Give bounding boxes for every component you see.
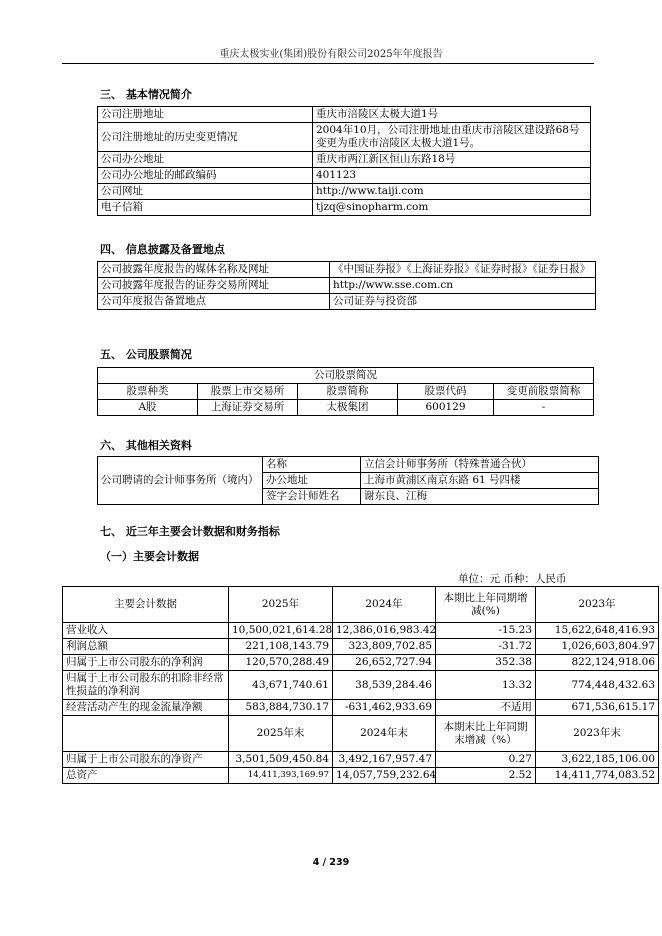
table-row (98, 400, 594, 416)
unit-note: 单位：元 币种：人民币 (458, 573, 567, 585)
cell: 归属于上市公司股东的扣除非经常性损益的净利润 (63, 671, 229, 700)
cell: 401123 (313, 168, 591, 184)
cell: 公司办公地址的邮政编码 (98, 168, 313, 184)
cell: 822,124,918.06 (536, 655, 659, 671)
cell: tjzq@sinopharm.com (313, 200, 591, 216)
cell: 上海证券交易所 (198, 400, 298, 416)
cell: 13.32 (436, 671, 536, 700)
cell: http://www.sse.com.cn (330, 278, 596, 294)
table-row (63, 587, 659, 623)
cell: -31.72 (436, 639, 536, 655)
column-header: 2025年 (229, 587, 333, 623)
cell: 15,622,648,416.93 (536, 623, 659, 639)
cell: -631,462,933.69 (333, 700, 436, 716)
cell: -15.23 (436, 623, 536, 639)
section-5-title: 五、 公司股票简况 (100, 348, 192, 361)
cell: 公司注册地址 (98, 107, 313, 123)
cell: 600129 (398, 400, 494, 416)
cell: 352.38 (436, 655, 536, 671)
column-header: 2025年末 (229, 716, 333, 752)
table-row (98, 368, 594, 384)
cell: 公司聘请的会计师事务所（境内） (98, 457, 263, 505)
cell: 公司披露年度报告的证券交易所网址 (98, 278, 330, 294)
table-row (63, 623, 659, 639)
cell: 43,671,740.61 (229, 671, 333, 700)
section-6-title: 六、 其他相关资料 (100, 439, 192, 452)
table-row (63, 700, 659, 716)
table-row (98, 200, 591, 216)
basic-info-table (97, 106, 591, 216)
cell: 120,570,288.49 (229, 655, 333, 671)
table-row (63, 768, 659, 784)
cell: 10,500,021,614.28 (229, 623, 333, 639)
cell: 26,652,727.94 (333, 655, 436, 671)
cell: 利润总额 (63, 639, 229, 655)
table-row (98, 278, 596, 294)
column-header: 股票简称 (298, 384, 398, 400)
table-row (98, 168, 591, 184)
cell: 重庆市涪陵区太极大道1号 (313, 107, 591, 123)
table-caption: 公司股票简况 (98, 368, 594, 384)
cell: 电子信箱 (98, 200, 313, 216)
cell: 公司网址 (98, 184, 313, 200)
cell: 营业收入 (63, 623, 229, 639)
cell: 2004年10月，公司注册地址由重庆市涪陵区建设路68号变更为重庆市涪陵区太极大道1号。 (313, 123, 591, 152)
cell: 12,386,016,983.42 (333, 623, 436, 639)
cell: 221,108,143.79 (229, 639, 333, 655)
cell: 办公地址 (263, 473, 361, 489)
cell: 2.52 (436, 768, 536, 784)
cell: 0.27 (436, 752, 536, 768)
table-row (98, 457, 599, 473)
table-row (98, 107, 591, 123)
cell: 归属于上市公司股东的净利润 (63, 655, 229, 671)
column-header: 股票种类 (98, 384, 198, 400)
cell: 不适用 (436, 700, 536, 716)
cell: 谢东良、江梅 (361, 489, 599, 505)
column-header: 本期比上年同期增减(%) (436, 587, 536, 623)
cell: 名称 (263, 457, 361, 473)
cell: 公司证券与投资部 (330, 294, 596, 310)
cell: 3,492,167,957.47 (333, 752, 436, 768)
subsection-title: （一）主要会计数据 (100, 550, 199, 563)
cell: A股 (98, 400, 198, 416)
cell: 太极集团 (298, 400, 398, 416)
table-row (63, 639, 659, 655)
cell: 公司年度报告备置地点 (98, 294, 330, 310)
table-row (98, 123, 591, 152)
table-row (63, 716, 659, 752)
stock-table (97, 367, 594, 416)
column-header: 股票上市交易所 (198, 384, 298, 400)
cell: 上海市黄浦区南京东路 61 号四楼 (361, 473, 599, 489)
accountant-table (97, 456, 599, 505)
cell: 323,809,702.85 (333, 639, 436, 655)
cell: http://www.taiji.com (313, 184, 591, 200)
table-row (98, 152, 591, 168)
section-7-title: 七、 近三年主要会计数据和财务指标 (100, 525, 280, 538)
disclosure-table (97, 261, 596, 310)
cell: 38,539,284.46 (333, 671, 436, 700)
column-header: 2024年末 (333, 716, 436, 752)
cell: 774,448,432.63 (536, 671, 659, 700)
cell: - (494, 400, 594, 416)
cell: 归属于上市公司股东的净资产 (63, 752, 229, 768)
cell: 14,057,759,232.64 (333, 768, 436, 784)
cell: 公司办公地址 (98, 152, 313, 168)
cell: 583,884,730.17 (229, 700, 333, 716)
cell: 公司注册地址的历史变更情况 (98, 123, 313, 152)
cell: 671,536,615.17 (536, 700, 659, 716)
header-rule (62, 63, 594, 64)
cell: 签字会计师姓名 (263, 489, 361, 505)
table-row (98, 384, 594, 400)
section-4-title: 四、 信息披露及备置地点 (100, 243, 225, 256)
cell: 14,411,774,083.52 (536, 768, 659, 784)
table-row (63, 752, 659, 768)
table-row (63, 655, 659, 671)
table-row (63, 671, 659, 700)
column-header: 主要会计数据 (63, 587, 229, 623)
table-row (98, 262, 596, 278)
table-row (98, 294, 596, 310)
column-header (63, 716, 229, 752)
cell: 立信会计师事务所（特殊普通合伙） (361, 457, 599, 473)
cell: 14,411,393,169.97 (229, 768, 333, 784)
column-header: 变更前股票简称 (494, 384, 594, 400)
column-header: 2024年 (333, 587, 436, 623)
column-header: 2023年末 (536, 716, 659, 752)
cell: 1,026,603,804.97 (536, 639, 659, 655)
cell: 重庆市两江新区恒山东路18号 (313, 152, 591, 168)
cell: 总资产 (63, 768, 229, 784)
section-3-title: 三、 基本情况简介 (100, 88, 192, 101)
table-row (98, 184, 591, 200)
column-header: 2023年 (536, 587, 659, 623)
column-header: 本期末比上年同期末增减（%） (436, 716, 536, 752)
cell: 《中国证券报》《上海证券报》《证券时报》《证券日报》 (330, 262, 596, 278)
cell: 公司披露年度报告的媒体名称及网址 (98, 262, 330, 278)
financial-table (62, 586, 659, 784)
cell: 经营活动产生的现金流量净额 (63, 700, 229, 716)
page-number: 4 / 239 (312, 857, 350, 868)
page-header: 重庆太极实业(集团)股份有限公司2025年年度报告 (219, 49, 443, 60)
column-header: 股票代码 (398, 384, 494, 400)
cell: 3,501,509,450.84 (229, 752, 333, 768)
cell: 3,622,185,106.00 (536, 752, 659, 768)
